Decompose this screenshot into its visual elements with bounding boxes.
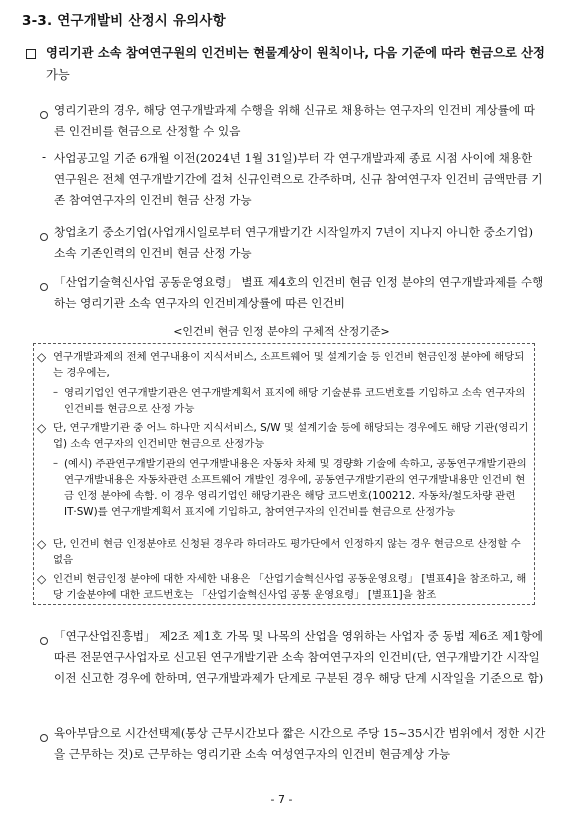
main-point-bold: 영리기관 소속 참여연구원의 인건비는 현물계상이 원칙이나, 다음 기준에 따라 현금으로 산정 xyxy=(46,46,545,60)
list-item: 육아부담으로 시간선택제(통상 근무시간보다 짧은 시간으로 주당 15~35시간 범위에서 정한 시간을 근무하는 것)로 근무하는 영리기관 소속 여성연구자의 인건비 현금계상 가능 xyxy=(54,726,546,761)
criteria-item: 단, 인건비 현금 인정분야로 신청된 경우라 하더라도 평가단에서 인정하지 않는 경우 현금으로 산정할 수 없음 xyxy=(53,538,521,566)
circle-bullet-icon xyxy=(40,283,48,291)
dash-bullet: – xyxy=(53,458,58,469)
diamond-bullet-icon: ◇ xyxy=(37,350,47,364)
square-bullet-icon xyxy=(26,49,36,59)
circle-bullet-icon xyxy=(40,734,48,742)
criteria-item: 단, 연구개발기관 중 어느 하나만 지식서비스, S/W 및 설계기술 등에 해당되는 경우에도 해당 기관(영리기업) 소속 연구자의 인건비만 현금으로 산정가능 xyxy=(53,422,529,450)
main-point-normal: 가능 xyxy=(46,68,70,82)
diamond-bullet-icon: ◇ xyxy=(37,421,47,435)
page-number: - 7 - xyxy=(270,793,293,806)
list-item: 사업공고일 기준 6개월 이전(2024년 1월 31일)부터 각 연구개발과제 종료 시점 사이에 채용한 연구원은 전체 연구개발기간에 걸쳐 신규인력으로 간주하며, 신규 참여연구자 인건비 금액만큼 기존 참여연구자의 인건비 현금 산정 가능 xyxy=(54,151,543,207)
list-item: 영리기관의 경우, 해당 연구개발과제 수행을 위해 신규로 채용하는 연구자의 인건비 계상률에 따른 인건비를 현금으로 산정할 수 있음 xyxy=(54,103,536,138)
list-item: 「연구산업진흥법」 제2조 제1호 가목 및 나목의 산업을 영위하는 사업자 중 동법 제6조 제1항에 따른 전문연구사업자로 신고된 연구개발기관 소속 참여연구자의 인건비(단, 연구개발기간 시작일 이전 신고한 경우에 한하며, 연구개발과제가 단계로 구분된 경우 해당 단계 시작일을 기준으로 함) xyxy=(54,629,544,685)
circle-bullet-icon xyxy=(40,233,48,241)
diamond-bullet-icon: ◇ xyxy=(37,537,47,551)
criteria-item: 연구개발과제의 전체 연구내용이 지식서비스, 소프트웨어 및 설계기술 등 인건비 현금인정 분야에 해당되는 경우에는, xyxy=(53,351,525,379)
criteria-subitem: 영리기업인 연구개발기관은 연구개발계획서 표지에 해당 기술분류 코드번호를 기입하고 소속 연구자의 인건비를 현금으로 산정 가능 xyxy=(64,387,526,415)
criteria-subitem: (예시) 주관연구개발기관의 연구개발내용은 자동차 차체 및 경량화 기술에 속하고, 공동연구개발기관의 연구개발내용은 자동차관련 소프트웨어 개발인 경우에, 공동연구개발기관의 연구개발내용만 인건비 현금 인정 분야에 속함. 이 경우 영리기업인 해당기관은 해당 코드번호(100212. 자동차/철도차량 관련 IT·SW)를 연구개발계획서 표지에 기입하고, 참여연구자의 인건비를 현금으로 산정가능 xyxy=(64,458,527,518)
list-item: 「산업기술혁신사업 공동운영요령」 별표 제4호의 인건비 현금 인정 분야의 연구개발과제를 수행하는 영리기관 소속 연구자의 인건비계상률에 따른 인건비 xyxy=(54,275,544,310)
circle-bullet-icon xyxy=(40,637,48,645)
dash-bullet: – xyxy=(53,387,58,398)
circle-bullet-icon xyxy=(40,111,48,119)
criteria-title: <인건비 현금 인정 분야의 구체적 산정기준> xyxy=(173,325,390,338)
section-heading: 3-3. 연구개발비 산정시 유의사항 xyxy=(22,13,226,29)
criteria-item: 인건비 현금인정 분야에 대한 자세한 내용은 「산업기술혁신사업 공동운영요령」 [별표4]을 참조하고, 해당 기술분야에 대한 코드번호는 「산업기술혁신사업 공통 운영요령」 [별표1]을 참조 xyxy=(53,573,527,601)
main-point xyxy=(46,42,546,86)
diamond-bullet-icon: ◇ xyxy=(37,572,47,586)
dash-bullet: - xyxy=(42,150,47,164)
list-item: 창업초기 중소기업(사업개시일로부터 연구개발기간 시작일까지 7년이 지나지 아니한 중소기업) 소속 기존인력의 인건비 현금 산정 가능 xyxy=(54,225,534,260)
